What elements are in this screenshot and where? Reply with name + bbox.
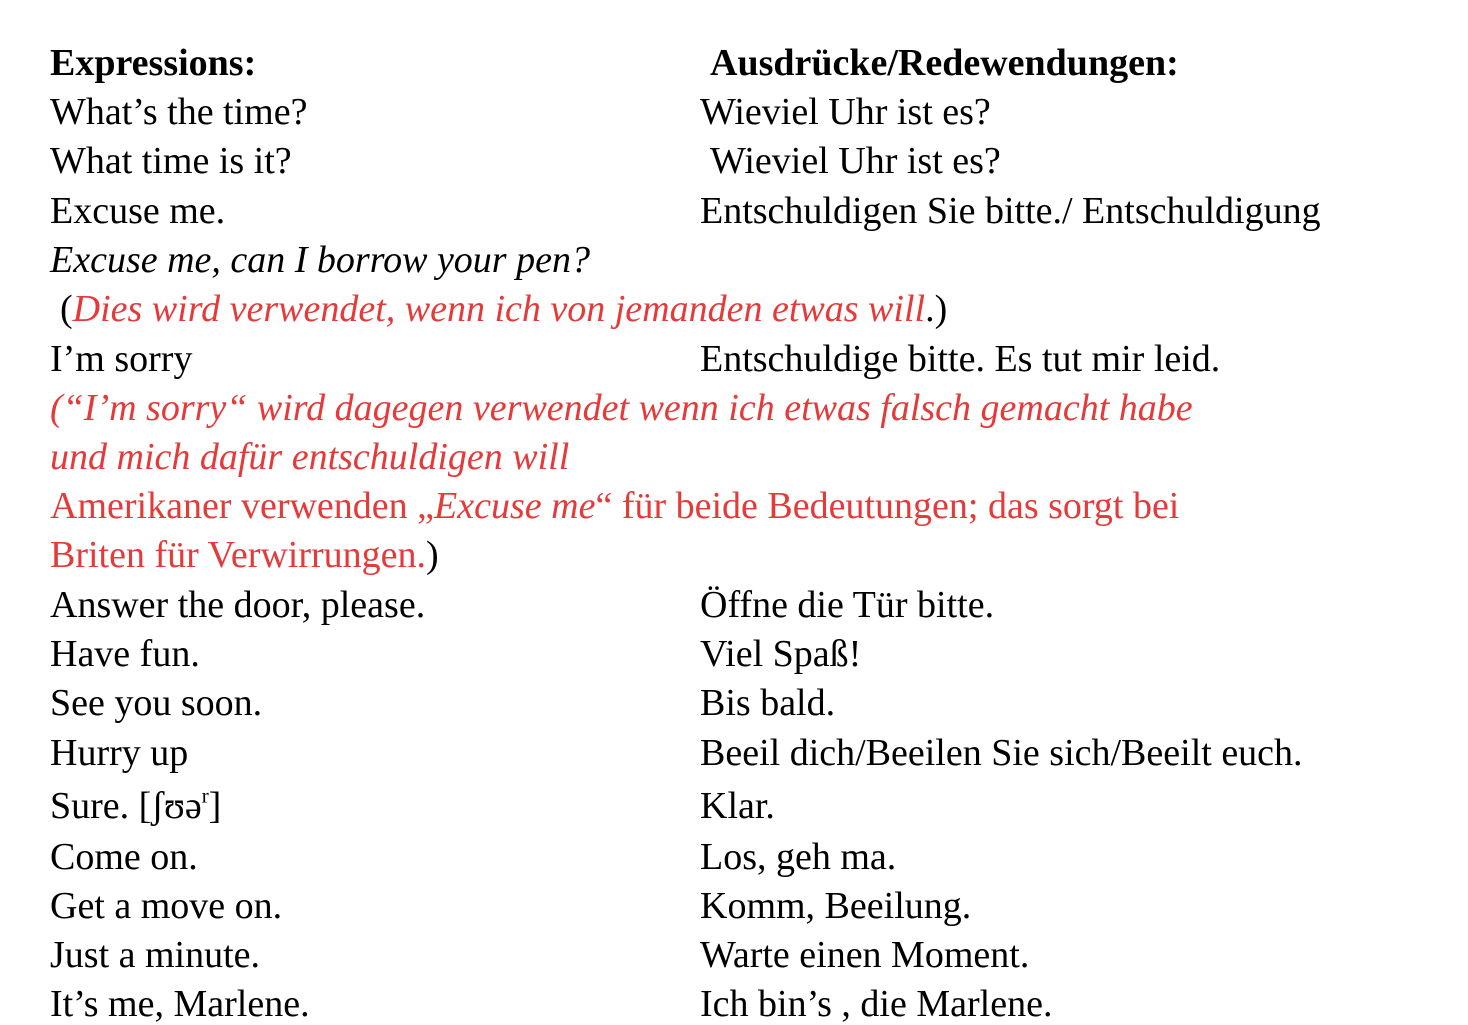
expression-en: What time is it? [50,140,292,182]
note-text: Dies wird verwendet, wenn ich von jemanden etwas will [72,288,926,330]
note-sorry-line-2: und mich dafür entschuldigen will [50,436,570,478]
expression-de: Los, geh ma. [700,836,897,878]
note-sorry-line-1: (“I’m sorry“ wird dagegen verwendet wenn ich etwas falsch gemacht habe [50,387,1193,429]
note-open-paren: ( [60,288,73,330]
expression-de: Entschuldige bitte. Es tut mir leid. [700,338,1221,380]
expression-de: Komm, Beeilung. [700,885,972,927]
note-sorry-line-4 [50,536,439,574]
note-close: .) [925,288,948,330]
expression-en-with-ipa [50,783,222,827]
expression-en: I’m sorry [50,338,193,380]
note-text-italic: Excuse me [434,485,596,527]
note-usage-excuse-me [60,290,947,328]
example-sentence: Excuse me, can I borrow your pen? [50,239,590,281]
expression-de: Ich bin’s , die Marlene. [700,983,1053,1025]
note-text-before: Amerikaner verwenden „ [50,485,435,527]
expression-de: Beeil dich/Beeilen Sie sich/Beeilt euch. [700,732,1303,774]
expression-de: Klar. [700,785,775,827]
german-column-heading: Ausdrücke/Redewendungen: [710,42,1179,84]
expression-de: Öffne die Tür bitte. [700,584,995,626]
expression-en: See you soon. [50,682,263,724]
expression-de: Entschuldigen Sie bitte./ Entschuldigung [700,190,1321,232]
expression-en: Come on. [50,836,198,878]
english-column-heading: Expressions: [50,42,257,84]
note-text: Briten für Verwirrungen. [50,534,427,576]
ipa-superscript: r [201,783,209,808]
expression-de: Wieviel Uhr ist es? [710,140,1001,182]
expression-en: It’s me, Marlene. [50,983,310,1025]
expression-de: Wieviel Uhr ist es? [700,91,991,133]
ipa-text: Sure. [ʃʊə [50,785,202,827]
expression-en: What’s the time? [50,91,308,133]
expression-en: Have fun. [50,633,200,675]
note-sorry-line-3 [50,487,1179,525]
expression-en: Get a move on. [50,885,283,927]
expression-de: Bis bald. [700,682,836,724]
expression-en: Excuse me. [50,190,226,232]
note-text-after: “ für beide Bedeutungen; das sorgt bei [595,485,1180,527]
note-close-paren: ) [426,534,439,576]
expression-en: Hurry up [50,732,189,774]
expression-de: Viel Spaß! [700,633,862,675]
ipa-close: ] [208,785,222,827]
expression-de: Warte einen Moment. [700,934,1030,976]
expression-en: Just a minute. [50,934,261,976]
expression-en: Answer the door, please. [50,584,426,626]
